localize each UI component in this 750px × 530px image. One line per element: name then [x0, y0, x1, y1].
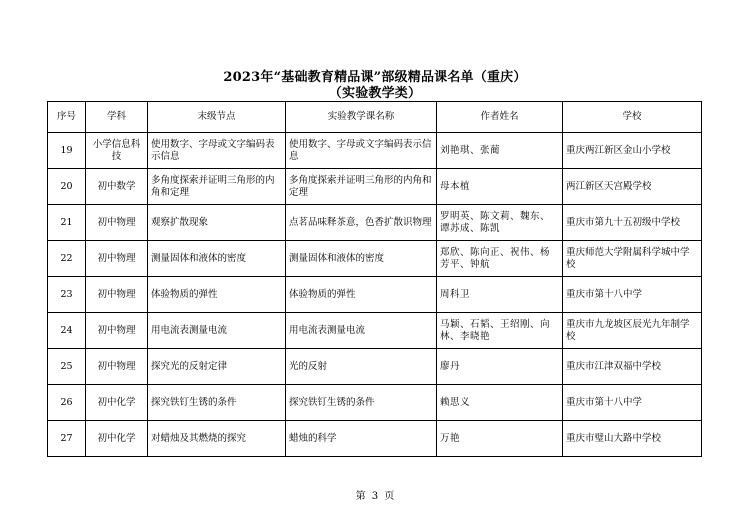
- cell-final-node: 探究铁钉生锈的条件: [148, 385, 286, 421]
- cell-authors: 罗明英、陈文莉、魏东、谭苏成、陈凯: [437, 205, 563, 241]
- header-final-node: 末级节点: [148, 102, 286, 133]
- cell-index: 21: [48, 205, 86, 241]
- table-row: [48, 349, 702, 385]
- table-row: [48, 169, 702, 205]
- cell-index: 19: [48, 133, 86, 169]
- table-row: [48, 241, 702, 277]
- cell-authors: 廖丹: [437, 349, 563, 385]
- cell-lesson-name: 体验物质的弹性: [286, 277, 437, 313]
- cell-subject: 初中数学: [86, 169, 148, 205]
- cell-authors: 马颖、石韬、王绍刚、向林、李晓艳: [437, 313, 563, 349]
- cell-subject: 初中化学: [86, 385, 148, 421]
- cell-lesson-name: 点茗品味释茶意，色香扩散识物理: [286, 205, 437, 241]
- cell-school: 重庆市璧山大路中学校: [563, 421, 702, 457]
- page-number: 第 3 页: [355, 491, 395, 502]
- cell-subject: 初中物理: [86, 349, 148, 385]
- cell-lesson-name: 测量固体和液体的密度: [286, 241, 437, 277]
- header-subject: 学科: [86, 102, 148, 133]
- cell-index: 25: [48, 349, 86, 385]
- cell-authors: 母本植: [437, 169, 563, 205]
- table-row: [48, 205, 702, 241]
- cell-lesson-name: 使用数字、字母或文字编码表示信息: [286, 133, 437, 169]
- cell-lesson-name: 蜡烛的科学: [286, 421, 437, 457]
- cell-lesson-name: 用电流表测量电流: [286, 313, 437, 349]
- cell-final-node: 体验物质的弹性: [148, 277, 286, 313]
- table-row: [48, 313, 702, 349]
- cell-final-node: 使用数字、字母或文字编码表示信息: [148, 133, 286, 169]
- document-title: 2023年“基础教育精品课”部级精品课名单（重庆）: [223, 70, 527, 85]
- header-lesson-name: 实验教学课名称: [286, 102, 437, 133]
- cell-final-node: 用电流表测量电流: [148, 313, 286, 349]
- cell-authors: 周科卫: [437, 277, 563, 313]
- cell-final-node: 多角度探索并证明三角形的内角和定理: [148, 169, 286, 205]
- header-index: 序号: [48, 102, 86, 133]
- table-row: [48, 277, 702, 313]
- cell-lesson-name: 多角度探索并证明三角形的内角和定理: [286, 169, 437, 205]
- cell-school: 两江新区天宫殿学校: [563, 169, 702, 205]
- header-authors: 作者姓名: [437, 102, 563, 133]
- cell-final-node: 探究光的反射定律: [148, 349, 286, 385]
- cell-final-node: 观察扩散现象: [148, 205, 286, 241]
- cell-school: 重庆市江津双福中学校: [563, 349, 702, 385]
- table-body: [48, 133, 702, 457]
- cell-school: 重庆市第十八中学: [563, 385, 702, 421]
- cell-authors: 万艳: [437, 421, 563, 457]
- header-school: 学校: [563, 102, 702, 133]
- cell-index: 22: [48, 241, 86, 277]
- cell-index: 27: [48, 421, 86, 457]
- cell-final-node: 测量固体和液体的密度: [148, 241, 286, 277]
- cell-index: 24: [48, 313, 86, 349]
- cell-authors: 赖思义: [437, 385, 563, 421]
- course-list-table: [47, 101, 702, 457]
- cell-subject: 初中物理: [86, 313, 148, 349]
- cell-subject: 小学信息科技: [86, 133, 148, 169]
- cell-school: 重庆师范大学附属科学城中学校: [563, 241, 702, 277]
- cell-subject: 初中物理: [86, 241, 148, 277]
- document-subtitle: （实验教学类）: [328, 86, 422, 101]
- cell-authors: 刘艳琪、张蔺: [437, 133, 563, 169]
- table-header-row: [48, 102, 702, 133]
- cell-school: 重庆两江新区金山小学校: [563, 133, 702, 169]
- cell-index: 23: [48, 277, 86, 313]
- table-row: [48, 421, 702, 457]
- cell-school: 重庆市第九十五初级中学校: [563, 205, 702, 241]
- cell-lesson-name: 探究铁钉生锈的条件: [286, 385, 437, 421]
- cell-authors: 郑欣、陈向正、祝伟、杨芳平、钟航: [437, 241, 563, 277]
- cell-subject: 初中物理: [86, 205, 148, 241]
- cell-subject: 初中化学: [86, 421, 148, 457]
- table-row: [48, 385, 702, 421]
- table-row: [48, 133, 702, 169]
- cell-index: 26: [48, 385, 86, 421]
- cell-index: 20: [48, 169, 86, 205]
- cell-final-node: 对蜡烛及其燃烧的探究: [148, 421, 286, 457]
- cell-school: 重庆市第十八中学: [563, 277, 702, 313]
- cell-school: 重庆市九龙坡区辰光九年制学校: [563, 313, 702, 349]
- cell-lesson-name: 光的反射: [286, 349, 437, 385]
- cell-subject: 初中物理: [86, 277, 148, 313]
